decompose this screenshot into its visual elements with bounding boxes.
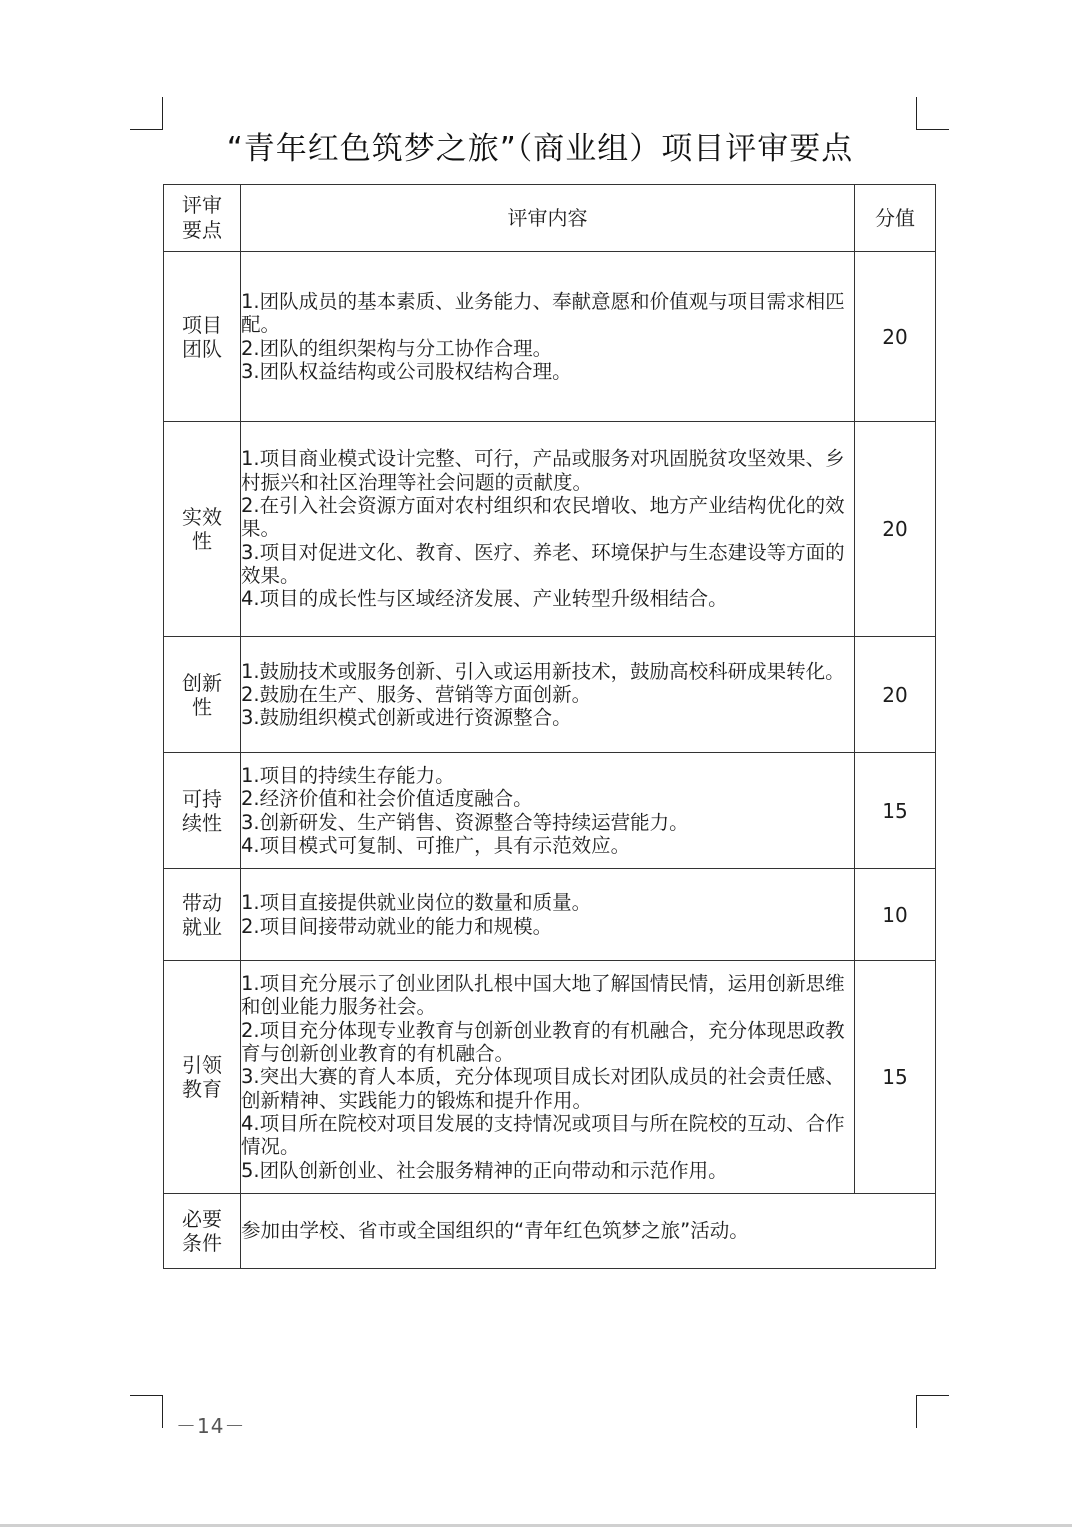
content-item: 4.项目模式可复制、可推广，具有示范效应。 <box>241 833 631 857</box>
content-item: 2.经济价值和社会价值适度融合。 <box>241 787 533 811</box>
row-key-line: 团队 <box>182 336 222 361</box>
crop-mark-top-left <box>130 97 163 130</box>
page-number: －14－ <box>176 1414 246 1438</box>
row-score: 20 <box>855 637 936 753</box>
row-key-line: 性 <box>192 694 212 719</box>
row-key-line: 创新 <box>182 670 222 695</box>
content-item: 1.团队成员的基本素质、业务能力、奉献意愿和价值观与项目需求相匹配。 <box>241 289 845 337</box>
row-content <box>241 753 855 869</box>
row-content <box>241 637 855 753</box>
row-content <box>241 869 855 961</box>
content-item: 1.项目充分展示了创业团队扎根中国大地了解国情民情，运用创新思维和创业能力服务社会。 <box>241 972 845 1019</box>
table-header-row <box>164 185 936 252</box>
header-key-line: 要点 <box>182 218 222 242</box>
crop-mark-bottom-left <box>130 1395 163 1428</box>
row-score: 15 <box>855 961 936 1194</box>
content-item: 1.鼓励技术或服务创新、引入或运用新技术，鼓励高校科研成果转化。 <box>241 659 845 683</box>
content-item: 2.项目间接带动就业的能力和规模。 <box>241 914 553 938</box>
content-item: 4.项目所在院校对项目发展的支持情况或项目与所在院校的互动、合作情况。 <box>241 1111 845 1159</box>
row-key <box>164 869 241 961</box>
row-key <box>164 961 241 1194</box>
table-row <box>164 753 936 869</box>
row-key-line: 性 <box>192 529 212 553</box>
content-item: 2.在引入社会资源方面对农村组织和农民增收、地方产业结构优化的效果。 <box>241 494 845 541</box>
requirement-key <box>164 1194 241 1269</box>
content-item: 3.项目对促进文化、教育、医疗、养老、环境保护与生态建设等方面的效果。 <box>241 540 845 587</box>
content-item: 2.项目充分体现专业教育与创新创业教育的有机融合，充分体现思政教育与创新创业教育的有机融合。 <box>241 1018 845 1066</box>
table-row <box>164 422 936 637</box>
row-key-line: 引领 <box>182 1053 222 1077</box>
row-key <box>164 753 241 869</box>
row-key-line: 可持 <box>182 786 222 811</box>
row-content <box>241 961 855 1194</box>
content-item: 1.项目直接提供就业岗位的数量和质量。 <box>241 891 592 915</box>
row-key-line: 续性 <box>182 810 222 835</box>
content-item: 3.团队权益结构或公司股权结构合理。 <box>241 359 572 383</box>
crop-mark-top-right <box>916 97 949 130</box>
content-item: 3.鼓励组织模式创新或进行资源整合。 <box>241 706 572 730</box>
table-row <box>164 252 936 422</box>
review-criteria-table <box>163 184 936 1269</box>
content-item: 3.突出大赛的育人本质，充分体现项目成长对团队成员的社会责任感、创新精神、实践能力的锻炼和提升作用。 <box>241 1065 845 1112</box>
row-key-line: 教育 <box>182 1077 222 1101</box>
content-item: 4.项目的成长性与区域经济发展、产业转型升级相结合。 <box>241 587 728 611</box>
crop-mark-bottom-right <box>916 1395 949 1428</box>
content-item: 2.鼓励在生产、服务、营销等方面创新。 <box>241 682 592 706</box>
row-key-line: 就业 <box>182 914 222 939</box>
row-key-line: 必要 <box>182 1207 222 1231</box>
content-item: 3.创新研发、生产销售、资源整合等持续运营能力。 <box>241 810 689 834</box>
content-item: 1.项目的持续生存能力。 <box>241 763 455 787</box>
row-key-line: 条件 <box>182 1231 222 1255</box>
header-score: 分值 <box>855 185 936 252</box>
content-item: 2.团队的组织架构与分工协作合理。 <box>241 336 553 360</box>
table-row <box>164 961 936 1194</box>
requirement-content: 参加由学校、省市或全国组织的“青年红色筑梦之旅”活动。 <box>241 1194 936 1269</box>
row-content <box>241 252 855 422</box>
requirement-row <box>164 1194 936 1269</box>
header-key-line: 评审 <box>182 193 222 217</box>
row-score: 20 <box>855 422 936 637</box>
page-title: “青年红色筑梦之旅”（商业组）项目评审要点 <box>226 131 854 167</box>
row-key-line: 项目 <box>182 312 222 337</box>
content-item: 5.团队创新创业、社会服务精神的正向带动和示范作用。 <box>241 1158 728 1182</box>
row-key-line: 实效 <box>182 505 222 529</box>
row-score: 10 <box>855 869 936 961</box>
row-key-line: 带动 <box>182 890 222 915</box>
table-row <box>164 637 936 753</box>
row-key <box>164 422 241 637</box>
table-row <box>164 869 936 961</box>
row-score: 15 <box>855 753 936 869</box>
row-content <box>241 422 855 637</box>
row-key <box>164 252 241 422</box>
content-item: 1.项目商业模式设计完整、可行，产品或服务对巩固脱贫攻坚效果、乡村振兴和社区治理等社会问题的贡献度。 <box>241 447 845 494</box>
header-content: 评审内容 <box>241 185 855 252</box>
row-key <box>164 637 241 753</box>
row-score: 20 <box>855 252 936 422</box>
header-key <box>164 185 241 252</box>
